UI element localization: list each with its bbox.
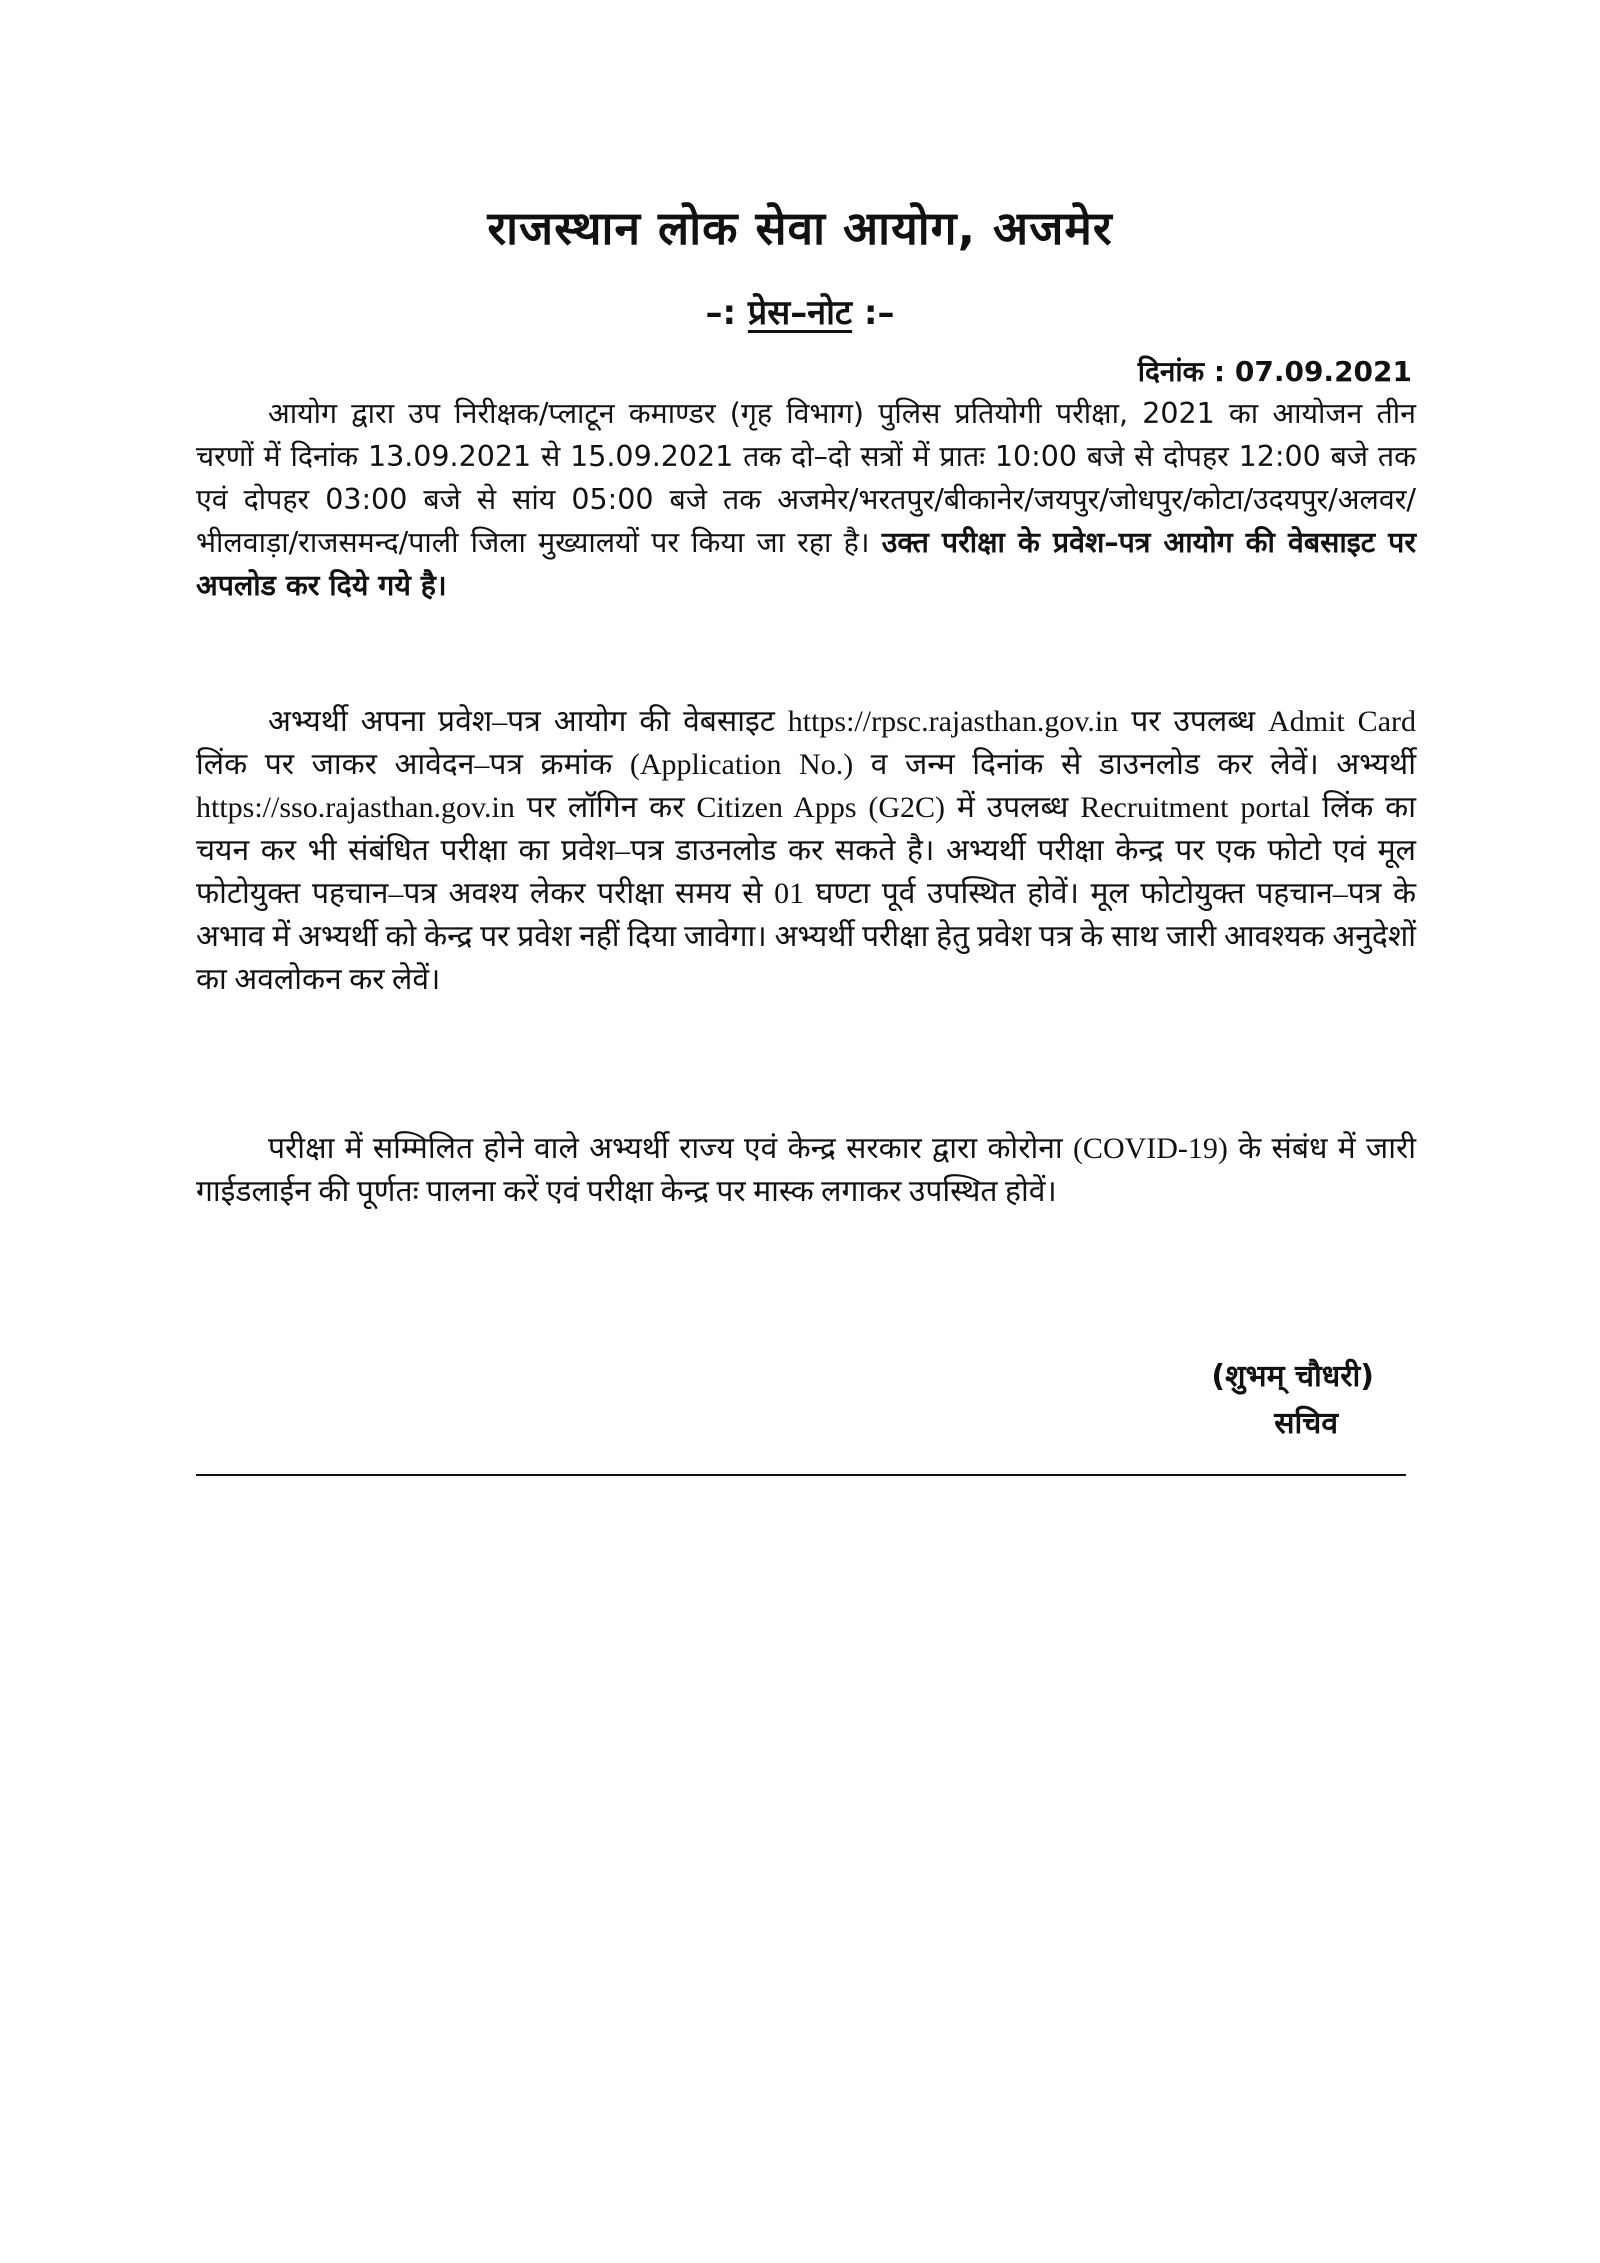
paragraph-admit-card-download-text: अभ्यर्थी अपना प्रवेश–पत्र आयोग की वेबसाइट https://rpsc.rajasthan.gov.in पर उपलब्ध Admit Card लिंक पर जाकर आवेदन–पत्र क्रमांक (Application No.) व जन्म दिनांक से डाउनलोड कर लेवें। अभ्यर्थी https://sso.rajasthan.gov.in पर लॉगिन कर Citizen Apps (G2C) में उपलब्ध Recruitment portal लिंक का चयन कर भी संबंधित परीक्षा का प्रवेश–पत्र डाउनलोड कर सकते है। अभ्यर्थी परीक्षा केन्द्र पर एक फोटो एवं मूल फोटोयुक्त पहचान–पत्र अवश्य लेकर परीक्षा समय से 01 घण्टा पूर्व उपस्थित होवें। मूल फोटोयुक्त पहचान–पत्र के अभाव में अभ्यर्थी को केन्द्र पर प्रवेश नहीं दिया जावेगा। अभ्यर्थी परीक्षा हेतु प्रवेश पत्र के साथ जारी आवश्यक अनुदेशों का अवलोकन कर लेवें। — [196, 705, 1416, 996]
paragraph-exam-schedule-text: आयोग द्वारा उप निरीक्षक/प्लाटून कमाण्डर (गृह विभाग) पुलिस प्रतियोगी परीक्षा, 2021 का आयोजन तीन चरणों में दिनांक 13.09.2021 से 15.09.2021 तक दो–दो सत्रों में प्रातः 10:00 बजे से दोपहर 12:00 बजे तक एवं दोपहर 03:00 बजे से सांय 05:00 बजे तक अजमेर/भरतपुर/बीकानेर/जयपुर/जोधपुर/कोटा/उदयपुर/अलवर/भीलवाड़ा/राजसमन्द/पाली जिला मुख्यालयों पर किया जा रहा है। — [196, 397, 1416, 559]
issue-date: दिनांक : 07.09.2021 — [1137, 355, 1412, 388]
heading-suffix: :– — [852, 293, 895, 333]
paragraph-admit-card-download — [196, 700, 1416, 1001]
heading-label: प्रेस–नोट — [747, 293, 853, 333]
paragraph-covid-guidelines-text: परीक्षा में सम्मिलित होने वाले अभ्यर्थी राज्य एवं केन्द्र सरकार द्वारा कोरोना (COVID-19) के संबंध में जारी गाईडलाईन की पूर्णतः पालना करें एवं परीक्षा केन्द्र पर मास्क लगाकर उपस्थित होवें। — [196, 1132, 1416, 1208]
admit-card-uploaded-notice: उक्त परीक्षा के प्रवेश–पत्र आयोग की वेबसाइट पर अपलोड कर दिये गये है। — [196, 526, 1416, 602]
signatory-designation: सचिव — [1274, 1406, 1338, 1441]
paragraph-covid-guidelines — [196, 1127, 1416, 1213]
paragraph-exam-schedule — [196, 392, 1416, 607]
press-note-heading — [0, 290, 1600, 336]
bottom-divider — [196, 1474, 1406, 1476]
heading-prefix: –: — [705, 293, 748, 333]
page-title: राजस्थान लोक सेवा आयोग, अजमेर — [487, 201, 1113, 255]
signatory-name: (शुभम् चौधरी) — [1211, 1359, 1374, 1394]
